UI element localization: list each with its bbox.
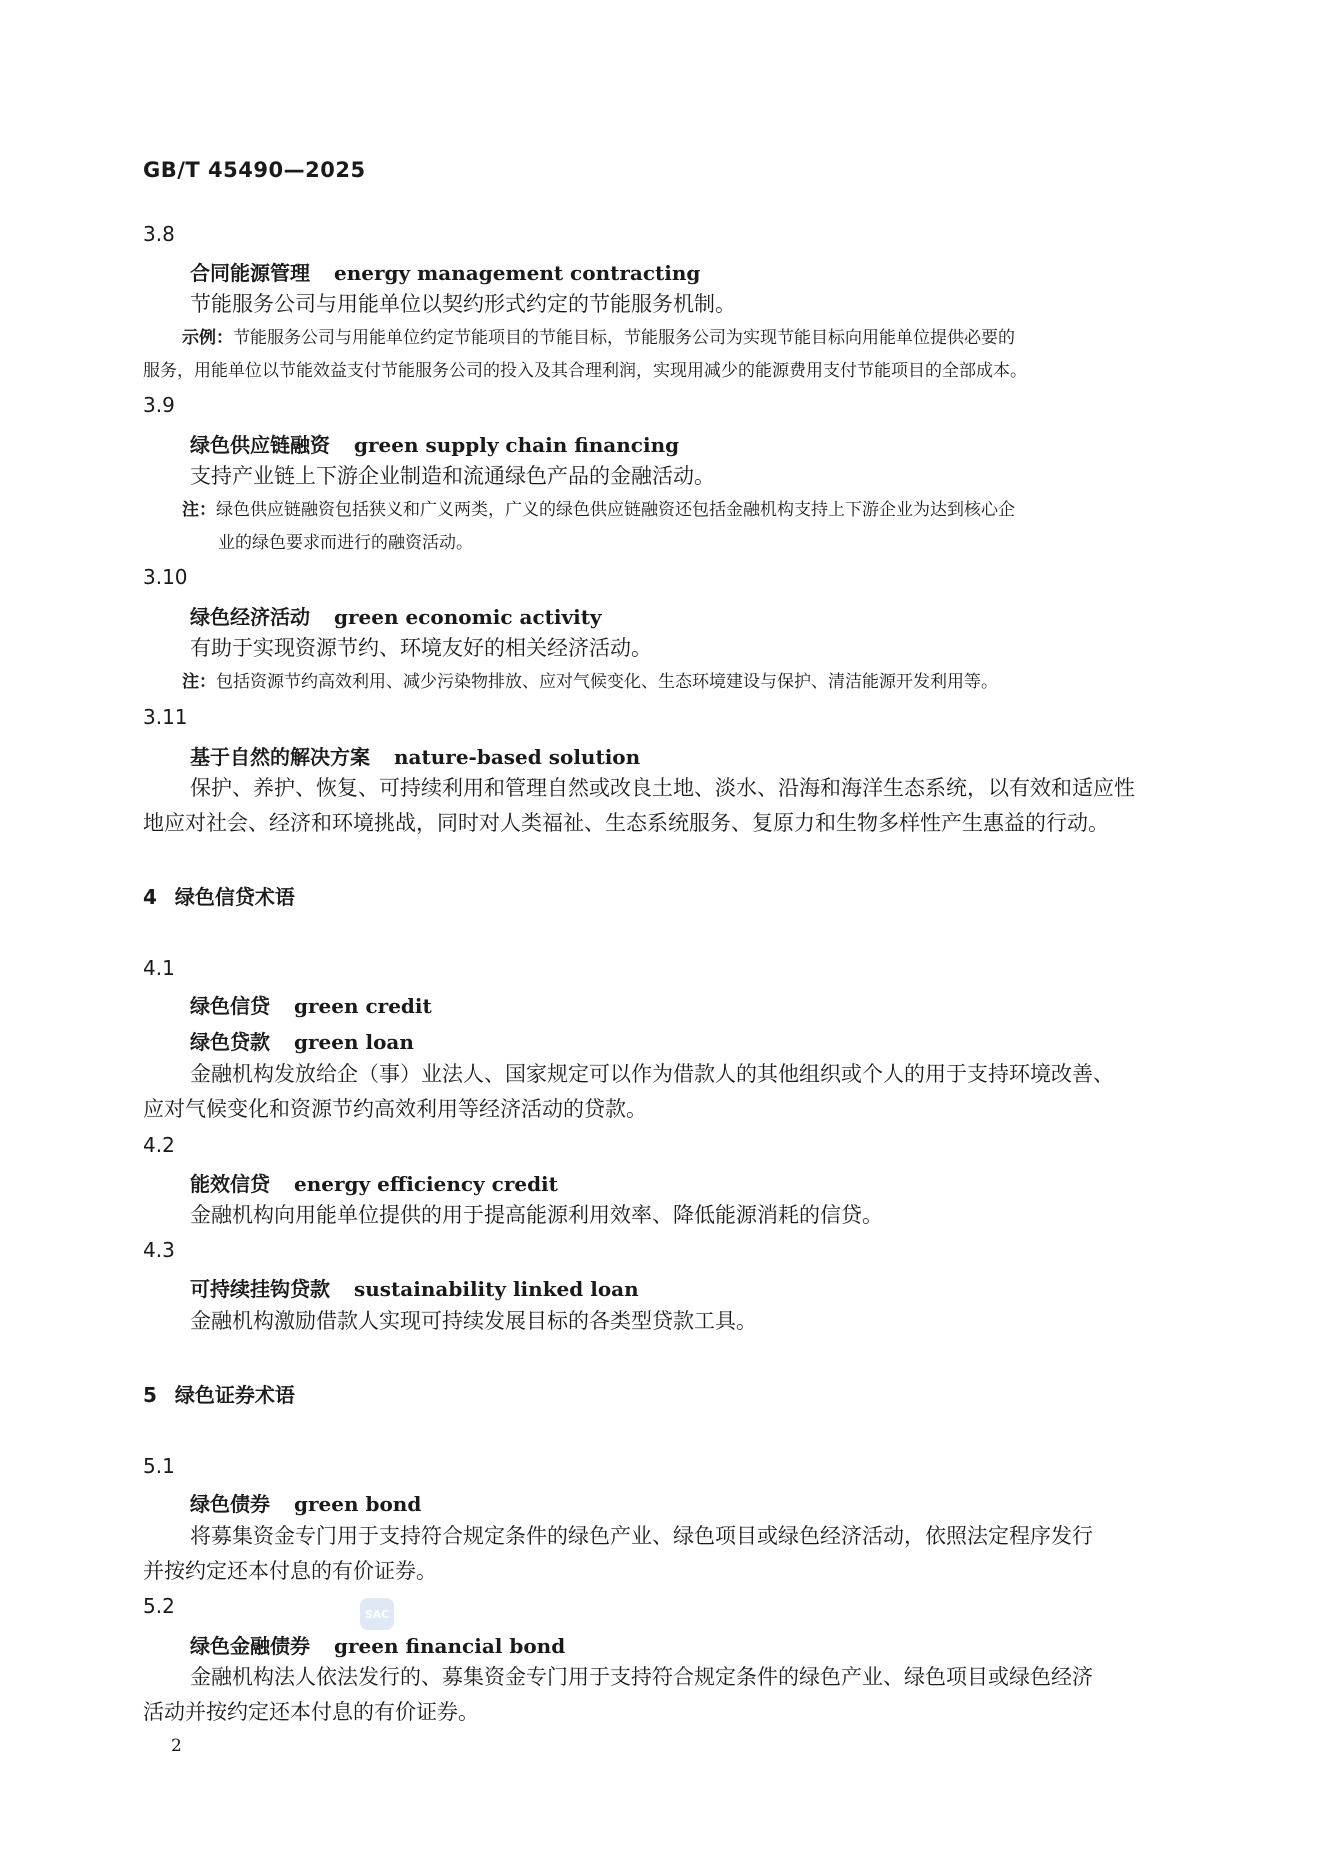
term-zh: 绿色信贷	[190, 994, 270, 1018]
note-label: 注：	[182, 500, 216, 520]
section-heading-4	[143, 881, 295, 910]
definition-line-1: 金融机构发放给企（事）业法人、国家规定可以作为借款人的其他组织或个人的用于支持环境改善、	[190, 1062, 1114, 1086]
term-heading	[190, 1630, 565, 1659]
term-en: energy efficiency credit	[294, 1172, 558, 1196]
section-heading-5	[143, 1379, 295, 1408]
note-text: 绿色供应链融资包括狭义和广义两类，广义的绿色供应链融资还包括金融机构支持上下游企业为达到核心企	[216, 500, 1015, 520]
note-label: 示例：	[182, 328, 233, 348]
example-note-continued: 服务，用能单位以节能效益支付节能服务公司的投入及其合理利润，实现用减少的能源费用支付节能项目的全部成本。	[143, 361, 1027, 381]
term-zh: 绿色贷款	[190, 1030, 270, 1054]
definition-line-2: 活动并按约定还本付息的有价证券。	[143, 1700, 479, 1724]
standard-number: GB/T 45490—2025	[143, 158, 366, 182]
definition: 有助于实现资源节约、环境友好的相关经济活动。	[190, 636, 652, 660]
definition-line-2: 地应对社会、经济和环境挑战，同时对人类福祉、生态系统服务、复原力和生物多样性产生惠益的行动。	[143, 811, 1109, 835]
section-number: 4	[143, 885, 157, 909]
clause-number: 4.2	[143, 1133, 175, 1157]
example-note	[182, 322, 1015, 355]
clause-number: 3.8	[143, 222, 175, 246]
clause-number: 3.11	[143, 705, 188, 729]
definition: 支持产业链上下游企业制造和流通绿色产品的金融活动。	[190, 464, 715, 488]
note	[182, 666, 998, 699]
term-zh: 绿色金融债券	[190, 1634, 310, 1658]
note	[182, 494, 1015, 527]
term-en: green economic activity	[334, 605, 602, 629]
definition: 节能服务公司与用能单位以契约形式约定的节能服务机制。	[190, 292, 736, 316]
term-zh: 绿色供应链融资	[190, 433, 330, 457]
note-text: 节能服务公司与用能单位约定节能项目的节能目标，节能服务公司为实现节能目标向用能单位提供必要的	[233, 328, 1015, 348]
synonym-term-heading	[190, 1026, 414, 1055]
definition: 金融机构激励借款人实现可持续发展目标的各类型贷款工具。	[190, 1309, 757, 1333]
note-label: 注：	[182, 672, 216, 692]
term-heading	[190, 601, 602, 630]
definition: 金融机构向用能单位提供的用于提高能源利用效率、降低能源消耗的信贷。	[190, 1203, 883, 1227]
term-zh: 能效信贷	[190, 1172, 270, 1196]
clause-number: 5.2	[143, 1594, 175, 1618]
term-zh: 可持续挂钩贷款	[190, 1277, 330, 1301]
clause-number: 3.9	[143, 393, 175, 417]
clause-number: 3.10	[143, 565, 188, 589]
page-number: 2	[171, 1736, 182, 1756]
term-heading	[190, 990, 432, 1019]
term-en: green bond	[294, 1492, 422, 1516]
definition-line-1: 将募集资金专门用于支持符合规定条件的绿色产业、绿色项目或绿色经济活动，依照法定程序发行	[190, 1524, 1093, 1548]
sac-watermark-logo: SAC	[360, 1598, 394, 1630]
term-heading	[190, 741, 640, 770]
term-en: nature-based solution	[394, 745, 641, 769]
term-en: sustainability linked loan	[354, 1277, 639, 1301]
definition-line-2: 应对气候变化和资源节约高效利用等经济活动的贷款。	[143, 1097, 647, 1121]
clause-number: 4.3	[143, 1238, 175, 1262]
term-heading	[190, 257, 700, 286]
clause-number: 5.1	[143, 1454, 175, 1478]
term-en: green loan	[294, 1030, 414, 1054]
term-en: green supply chain financing	[354, 433, 680, 457]
term-heading	[190, 1488, 421, 1517]
term-zh: 合同能源管理	[190, 261, 310, 285]
definition-line-1: 保护、养护、恢复、可持续利用和管理自然或改良土地、淡水、沿海和海洋生态系统，以有效和适应性	[190, 776, 1135, 800]
term-heading	[190, 429, 679, 458]
definition-line-1: 金融机构法人依法发行的、募集资金专门用于支持符合规定条件的绿色产业、绿色项目或绿色经济	[190, 1665, 1093, 1689]
definition-line-2: 并按约定还本付息的有价证券。	[143, 1559, 437, 1583]
term-en: green financial bond	[334, 1634, 566, 1658]
term-zh: 基于自然的解决方案	[190, 745, 370, 769]
clause-number: 4.1	[143, 956, 175, 980]
term-en: energy management contracting	[334, 261, 701, 285]
section-number: 5	[143, 1383, 157, 1407]
note-continued: 业的绿色要求而进行的融资活动。	[218, 533, 473, 553]
term-zh: 绿色经济活动	[190, 605, 310, 629]
term-zh: 绿色债券	[190, 1492, 270, 1516]
term-heading	[190, 1273, 639, 1302]
term-heading	[190, 1168, 558, 1197]
section-title: 绿色信贷术语	[174, 885, 295, 909]
term-en: green credit	[294, 994, 432, 1018]
note-text: 包括资源节约高效利用、减少污染物排放、应对气候变化、生态环境建设与保护、清洁能源开发利用等。	[216, 672, 998, 692]
section-title: 绿色证券术语	[174, 1383, 295, 1407]
